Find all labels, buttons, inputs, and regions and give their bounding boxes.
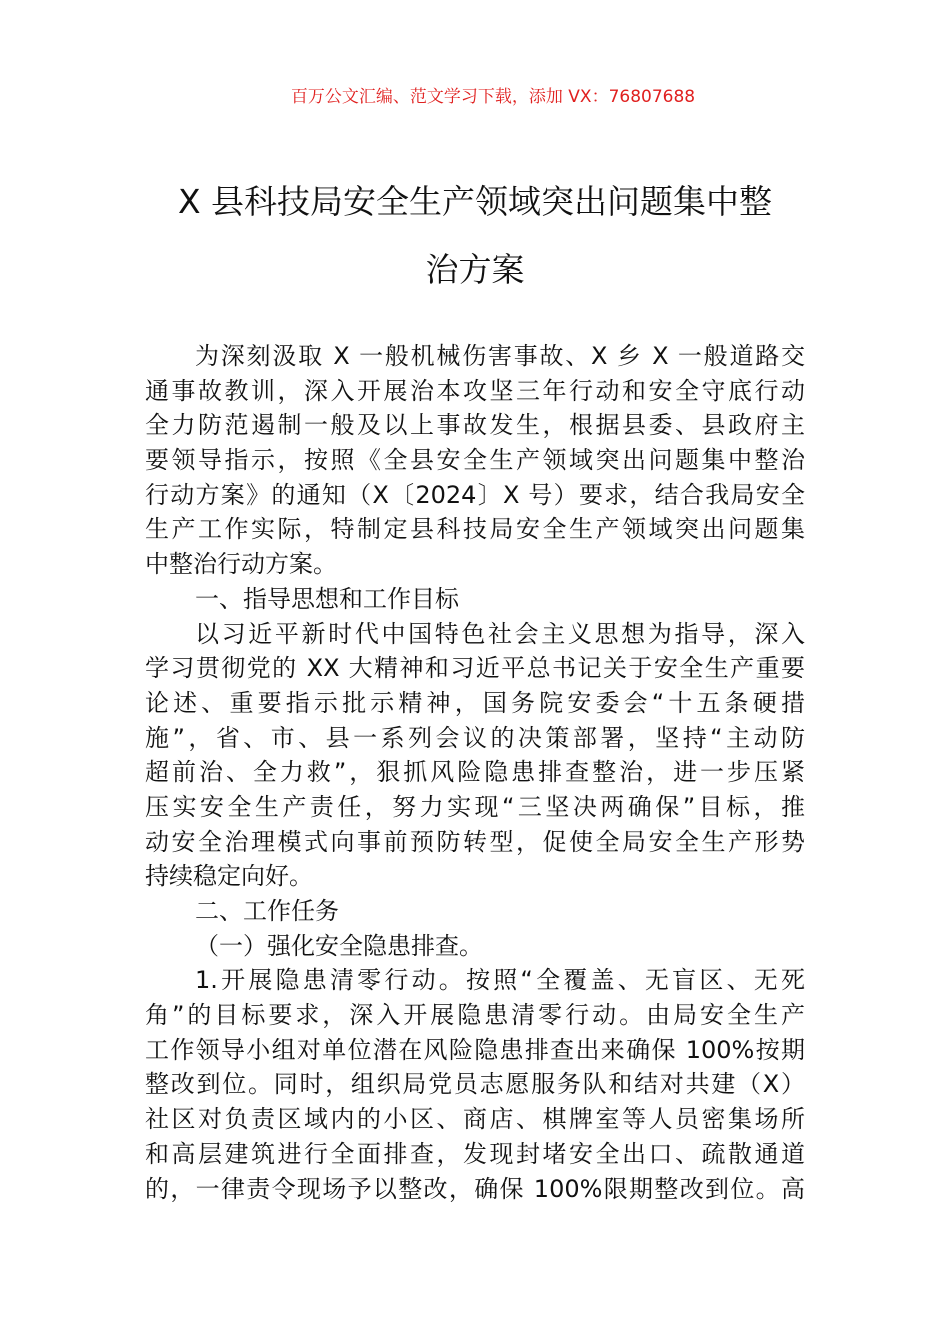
text-line: 中整治行动方案。 <box>145 550 337 579</box>
text-line: 1.开展隐患清零行动。按照“全覆盖、无盲区、无死 <box>195 966 805 995</box>
text-line: 二、工作任务 <box>195 897 339 925</box>
text-line: 全力防范遏制一般及以上事故发生，根据县委、县政府主 <box>145 411 805 440</box>
text-line: 的，一律责令现场予以整改，确保 100%限期整改到位。高 <box>145 1174 805 1203</box>
document-title-line-1: X 县科技局安全生产领域突出问题集中整 <box>177 182 773 221</box>
document-body <box>145 339 805 1206</box>
text-line: 行动方案》的通知（X〔2024〕X 号）要求，结合我局安全 <box>145 480 805 509</box>
text-line: （一）强化安全隐患排查。 <box>195 931 483 960</box>
text-line: 生产工作实际，特制定县科技局安全生产领域突出问题集 <box>145 515 805 544</box>
text-line: 持续稳定向好。 <box>145 862 313 891</box>
document-title-line-2: 治方案 <box>425 250 525 289</box>
text-line: 动安全治理模式向事前预防转型，促使全局安全生产形势 <box>145 827 805 856</box>
text-line: 角”的目标要求，深入开展隐患清零行动。由局安全生产 <box>145 1001 805 1030</box>
text-line: 要领导指示，按照《全县安全生产领域突出问题集中整治 <box>145 446 805 475</box>
text-line: 论述、重要指示批示精神，国务院安委会“十五条硬措 <box>145 688 805 717</box>
text-line: 为深刻汲取 X 一般机械伤害事故、X 乡 X 一般道路交 <box>195 342 805 370</box>
text-line: 超前治、全力救”，狠抓风险隐患排查整治，进一步压紧 <box>145 758 805 787</box>
text-line: 通事故教训，深入开展治本攻坚三年行动和安全守底行动 <box>145 376 805 405</box>
text-line: 压实安全生产责任，努力实现“三坚决两确保”目标，推 <box>145 792 805 821</box>
text-line: 一、指导思想和工作目标 <box>195 584 459 613</box>
text-line: 社区对负责区域内的小区、商店、棋牌室等人员密集场所 <box>145 1105 805 1134</box>
text-line: 工作领导小组对单位潜在风险隐患排查出来确保 100%按期 <box>145 1035 805 1064</box>
text-line: 以习近平新时代中国特色社会主义思想为指导，深入 <box>195 619 805 648</box>
text-line: 和高层建筑进行全面排查，发现封堵安全出口、疏散通道 <box>145 1139 805 1168</box>
watermark-header: 百万公文汇编、范文学习下载，添加 VX：76807688 <box>290 87 696 107</box>
text-line: 整改到位。同时，组织局党员志愿服务队和结对共建（X） <box>145 1070 805 1099</box>
text-line: 学习贯彻党的 XX 大精神和习近平总书记关于安全生产重要 <box>145 654 805 683</box>
text-line: 施”，省、市、县一系列会议的决策部署，坚持“主动防 <box>145 723 805 752</box>
